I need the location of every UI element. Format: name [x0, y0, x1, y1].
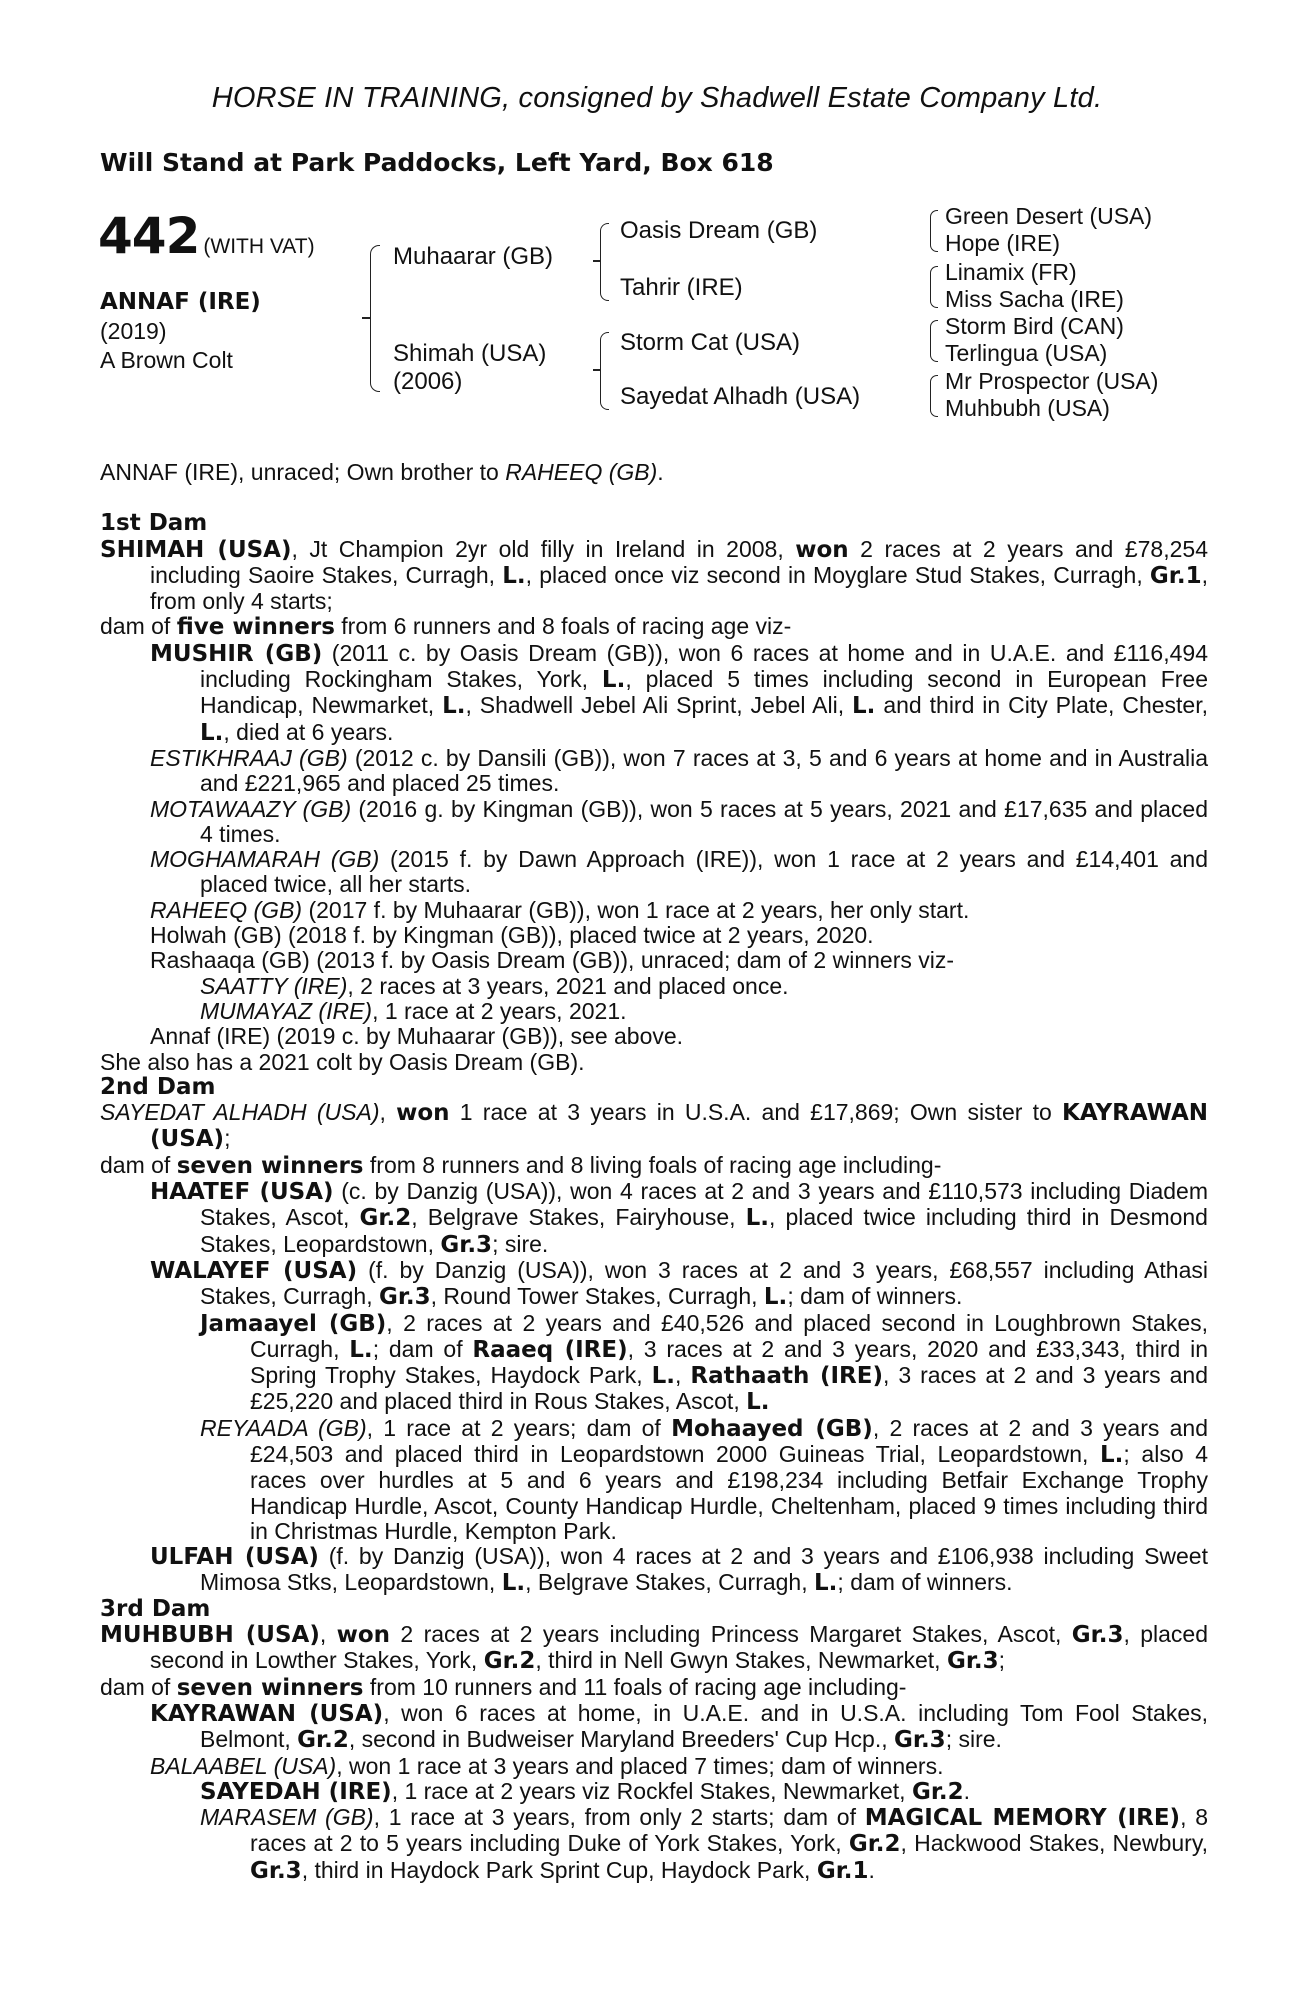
- pedigree-dam-year: (2006): [393, 368, 463, 395]
- brace-generation-1: [370, 245, 380, 392]
- brace-g3-1: [930, 210, 938, 252]
- pedigree-g3-6: Terlingua (USA): [945, 340, 1108, 366]
- produce-motawaazy: MOTAWAAZY (GB) (2016 g. by Kingman (GB)), won 5 races at 5 years, 2021 and £17,635 and placed 4 times.: [150, 795, 1208, 847]
- vat-note: (WITH VAT): [203, 235, 315, 258]
- first-dam-entry: SHIMAH (USA), Jt Champion 2yr old filly in Ireland in 2008, won 2 races at 2 years and £78,254 including Saoire Stakes, Curragh, L., placed once viz second in Moyglare Stud Stakes, Curragh, Gr.1, from only 4 starts;: [100, 535, 1208, 615]
- produce-raheeq: RAHEEQ (GB) (2017 f. by Muhaarar (GB)), won 1 race at 2 years, her only start.: [150, 896, 970, 923]
- pedigree-g3-8: Muhbubh (USA): [945, 395, 1110, 421]
- produce-saatty: SAATTY (IRE), 2 races at 3 years, 2021 and placed once.: [200, 972, 789, 999]
- horse-year: (2019): [100, 318, 167, 344]
- pedigree-g3-7: Mr Prospector (USA): [945, 368, 1159, 394]
- pedigree-g3-1: Green Desert (USA): [945, 203, 1153, 229]
- produce-estikhraaj: ESTIKHRAAJ (GB) (2012 c. by Dansili (GB)), won 7 races at 3, 5 and 6 years at home and in Australia and £221,965 and placed 25 times.: [150, 744, 1208, 797]
- stand-location: Will Stand at Park Paddocks, Left Yard, Box 618: [100, 148, 774, 177]
- brace-tick: [362, 317, 370, 319]
- brace-tick: [593, 260, 601, 262]
- second-dam-entry: SAYEDAT ALHADH (USA), won 1 race at 3 years in U.S.A. and £17,869; Own sister to KAYRAWAN (USA);: [100, 1099, 1208, 1153]
- page-title: HORSE IN TRAINING, consigned by Shadwell Estate Company Ltd.: [211, 82, 1103, 114]
- horse-info: [100, 288, 261, 375]
- brace-g3-4: [930, 375, 938, 417]
- pedigree-g3-2: Hope (IRE): [945, 230, 1061, 256]
- produce-kayrawan: KAYRAWAN (USA), won 6 races at home, in U.A.E. and in U.S.A. including Tom Fool Stakes, Belmont, Gr.2, second in Budweiser Maryland Breeders' Cup Hcp., Gr.3; sire.: [150, 1699, 1209, 1754]
- second-dam-produce-summary: dam of seven winners from 8 runners and 8 living foals of racing age including-: [100, 1151, 942, 1179]
- produce-colt-note: She also has a 2021 colt by Oasis Dream (GB).: [100, 1048, 585, 1075]
- pedigree-sire: Muhaarar (GB): [393, 243, 554, 270]
- produce-mumayaz: MUMAYAZ (IRE), 1 race at 2 years, 2021.: [200, 997, 627, 1024]
- third-dam-heading: 3rd Dam: [100, 1595, 211, 1622]
- produce-haatef: HAATEF (USA) (c. by Danzig (USA)), won 4 races at 2 and 3 years and £110,573 including Diadem Stakes, Ascot, Gr.2, Belgrave Stakes, Fairyhouse, L., placed twice including third in Desmond Stakes, Leopardstown, Gr.3; sire.: [150, 1178, 1208, 1258]
- produce-reyaada: REYAADA (GB), 1 race at 2 years; dam of Mohaayed (GB), 2 races at 2 and 3 years and £24,503 and placed third in Leopardstown 2000 Guineas Trial, Leopardstown, L.; also 4 races over hurdles at 5 and 6 years and £198,234 including Betfair Exchange Trophy Handicap Hurdle, Ascot, County Handicap Hurdle, Cheltenham, placed 9 times including third in Christmas Hurdle, Kempton Park.: [200, 1414, 1209, 1544]
- brace-g3-3: [930, 320, 938, 362]
- catalogue-text: [100, 460, 1208, 1884]
- produce-walayef: WALAYEF (USA) (f. by Danzig (USA)), won 3 races at 2 and 3 years, £68,557 including Athasi Stakes, Curragh, Gr.3, Round Tower Stakes, Curragh, L.; dam of winners.: [150, 1256, 1208, 1311]
- brace-sire-parents: [600, 223, 609, 301]
- lot-heading: [98, 207, 315, 265]
- produce-balaabel: BALAABEL (USA), won 1 race at 3 years and placed 7 times; dam of winners.: [150, 1752, 944, 1779]
- produce-ulfah: ULFAH (USA) (f. by Danzig (USA)), won 4 races at 2 and 3 years and £106,938 including Sweet Mimosa Stks, Leopardstown, L., Belgrave Stakes, Curragh, L.; dam of winners.: [150, 1543, 1208, 1597]
- pedigree-g3-3: Linamix (FR): [945, 259, 1077, 285]
- first-dam-produce-summary: dam of five winners from 6 runners and 8 foals of racing age viz-: [100, 613, 792, 641]
- produce-rashaaqa: Rashaaqa (GB) (2013 f. by Oasis Dream (GB)), unraced; dam of 2 winners viz-: [150, 947, 955, 974]
- third-dam-produce-summary: dam of seven winners from 10 runners and 11 foals of racing age including-: [100, 1673, 907, 1701]
- second-dam-heading: 2nd Dam: [100, 1073, 216, 1100]
- horse-name: ANNAF (IRE): [100, 289, 261, 315]
- first-dam-heading: 1st Dam: [100, 510, 208, 537]
- pedigree-dam-dam: Sayedat Alhadh (USA): [620, 383, 861, 410]
- brace-g3-2: [930, 266, 938, 308]
- pedigree-sire-dam: Tahrir (IRE): [620, 274, 743, 301]
- produce-sayedah: SAYEDAH (IRE), 1 race at 2 years viz Rockfel Stakes, Newmarket, Gr.2.: [200, 1777, 971, 1805]
- produce-holwah: Holwah (GB) (2018 f. by Kingman (GB)), placed twice at 2 years, 2020.: [150, 922, 874, 949]
- summary-line: ANNAF (IRE), unraced; Own brother to RAHEEQ (GB).: [100, 459, 664, 485]
- produce-moghamarah: MOGHAMARAH (GB) (2015 f. by Dawn Approach (IRE)), won 1 race at 2 years and £14,401 and placed twice, all her starts.: [150, 846, 1209, 898]
- pedigree-g3-4: Miss Sacha (IRE): [945, 286, 1124, 312]
- pedigree-g3-5: Storm Bird (CAN): [945, 313, 1124, 339]
- produce-annaf: Annaf (IRE) (2019 c. by Muhaarar (GB)), see above.: [150, 1023, 684, 1050]
- horse-description: A Brown Colt: [100, 347, 233, 373]
- brace-tick: [593, 369, 601, 371]
- third-dam-entry: MUHBUBH (USA), won 2 races at 2 years including Princess Margaret Stakes, Ascot, Gr.3, placed second in Lowther Stakes, York, Gr.2, third in Nell Gwyn Stakes, Newmarket, Gr.3;: [100, 1621, 1209, 1675]
- lot-number: 442: [98, 207, 200, 265]
- pedigree-dam: Shimah (USA): [393, 340, 547, 367]
- pedigree-sire-sire: Oasis Dream (GB): [620, 217, 818, 244]
- pedigree-dam-sire: Storm Cat (USA): [620, 329, 801, 356]
- produce-jamaayel: Jamaayel (GB), 2 races at 2 years and £40,526 and placed second in Loughbrown Stakes, Curragh, L.; dam of Raaeq (IRE), 3 races at 2 and 3 years, 2020 and £33,343, third in Spring Trophy Stakes, Haydock Park, L., Rathaath (IRE), 3 races at 2 and 3 years and £25,220 and placed third in Rous Stakes, Ascot, L.: [200, 1309, 1209, 1416]
- brace-dam-parents: [600, 332, 609, 410]
- produce-marasem: MARASEM (GB), 1 race at 3 years, from only 2 starts; dam of MAGICAL MEMORY (IRE), 8 races at 2 to 5 years including Duke of York Stakes, York, Gr.2, Hackwood Stakes, Newbury, Gr.3, third in Haydock Park Sprint Cup, Haydock Park, Gr.1.: [200, 1804, 1209, 1884]
- produce-mushir: MUSHIR (GB) (2011 c. by Oasis Dream (GB)), won 6 races at home and in U.A.E. and £116,494 including Rockingham Stakes, York, L., placed 5 times including second in European Free Handicap, Newmarket, L., Shadwell Jebel Ali Sprint, Jebel Ali, L. and third in City Plate, Chester, L., died at 6 years.: [150, 639, 1209, 746]
